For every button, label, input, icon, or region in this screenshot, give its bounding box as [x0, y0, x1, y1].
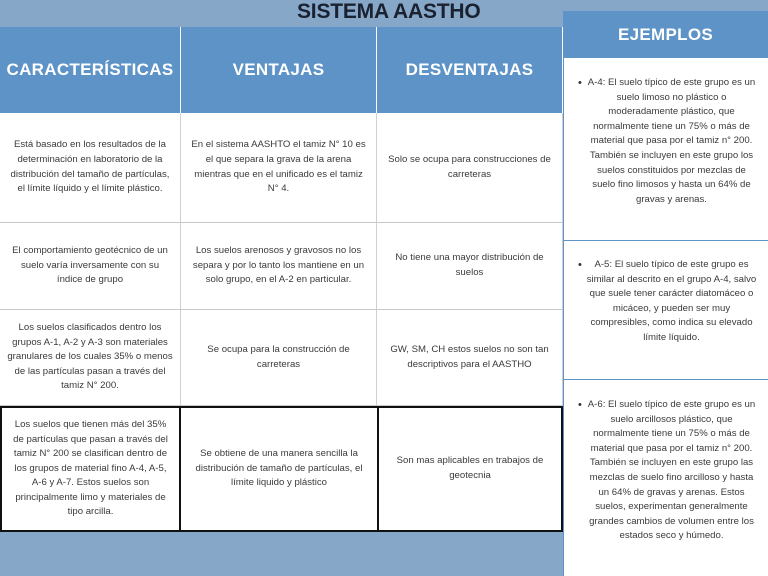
- row-4-caracteristica: Los suelos que tienen más del 35% de partículas que pasan a través del tamiz N° 200 se clasifican dentro de los grupos de material fino A-4, A-5, A-6 y A-7. Estos suelos son principalmente limo y materiales de tipo arcilla.: [0, 406, 181, 532]
- row-3-desventaja: GW, SM, CH estos suelos no son tan descriptivos para el AASTHO: [377, 310, 563, 406]
- bullet-icon: •: [578, 77, 582, 89]
- ejemplo-a5: • A-5: El suelo típico de este grupo es similar al descrito en el grupo A-4, salvo que suele tener carácter diatomáceo o micáceo, y pueden ser muy compresibles, como indica su elevado límite líquido.: [578, 259, 757, 343]
- header-ventajas: VENTAJAS: [181, 27, 377, 113]
- row-1-ventaja: En el sistema AASHTO el tamiz N° 10 es el que separa la grava de la arena mientras que en el unificado es el tamiz N° 4.: [181, 113, 377, 223]
- row-1-desventaja: Solo se ocupa para construcciones de carreteras: [377, 113, 563, 223]
- row-4-desventaja: Son mas aplicables en trabajos de geotecnia: [377, 406, 563, 532]
- row-2-caracteristica: El comportamiento geotécnico de un suelo varía inversamente con su índice de grupo: [0, 223, 181, 310]
- row-1-caracteristica: Está basado en los resultados de la determinación en laboratorio de la distribución del tamaño de partículas, el límite líquido y el límite plástico.: [0, 113, 181, 223]
- ejemplo-a6: • A-6: El suelo típico de este grupo es un suelo arcillosos plástico, que normalmente tiene un 75% o más de material que pasa por el tamiz n° 200. También se incluyen en este grupo las mezclas de suelo fino arcilloso y hasta un 64% de gravas y arenas. Estos suelos, experimentan generalmente grandes cambios de volumen entre los estados seco y húmedo.: [578, 399, 756, 542]
- header-ejemplos: EJEMPLOS: [563, 11, 768, 58]
- row-2-ventaja: Los suelos arenosos y gravosos no los separa y por lo tanto los mantiene en un solo grupo, en el A-2 en particular.: [181, 223, 377, 310]
- header-desventajas: DESVENTAJAS: [377, 27, 563, 113]
- row-3-caracteristica: Los suelos clasificados dentro los grupos A-1, A-2 y A-3 son materiales granulares de los cuales 35% o menos de las partículas pasan a través del tamiz N° 200.: [0, 310, 181, 406]
- header-caracteristicas: CARACTERÍSTICAS: [0, 27, 181, 113]
- ejemplo-divider: [563, 240, 768, 241]
- row-3-ventaja: Se ocupa para la construcción de carreteras: [181, 310, 377, 406]
- row-2-desventaja: No tiene una mayor distribución de suelos: [377, 223, 563, 310]
- row-4-ventaja: Se obtiene de una manera sencilla la distribución de tamaño de partículas, el límite liquido y plástico: [179, 406, 379, 532]
- ejemplo-divider: [563, 379, 768, 380]
- page-title: SISTEMA AASTHO: [297, 0, 481, 23]
- bullet-icon: •: [578, 399, 582, 411]
- ejemplo-a4: • A-4: El suelo típico de este grupo es un suelo limoso no plástico o moderadamente plástico, que normalmente tiene un 75% o más de material que pasa por el tamiz n° 200. También se incluyen en este grupo los suelos constituidos por mezclas de suelo fino limosos y hasta un 64% de gravas y arenas.: [578, 77, 756, 205]
- bullet-icon: •: [578, 259, 582, 271]
